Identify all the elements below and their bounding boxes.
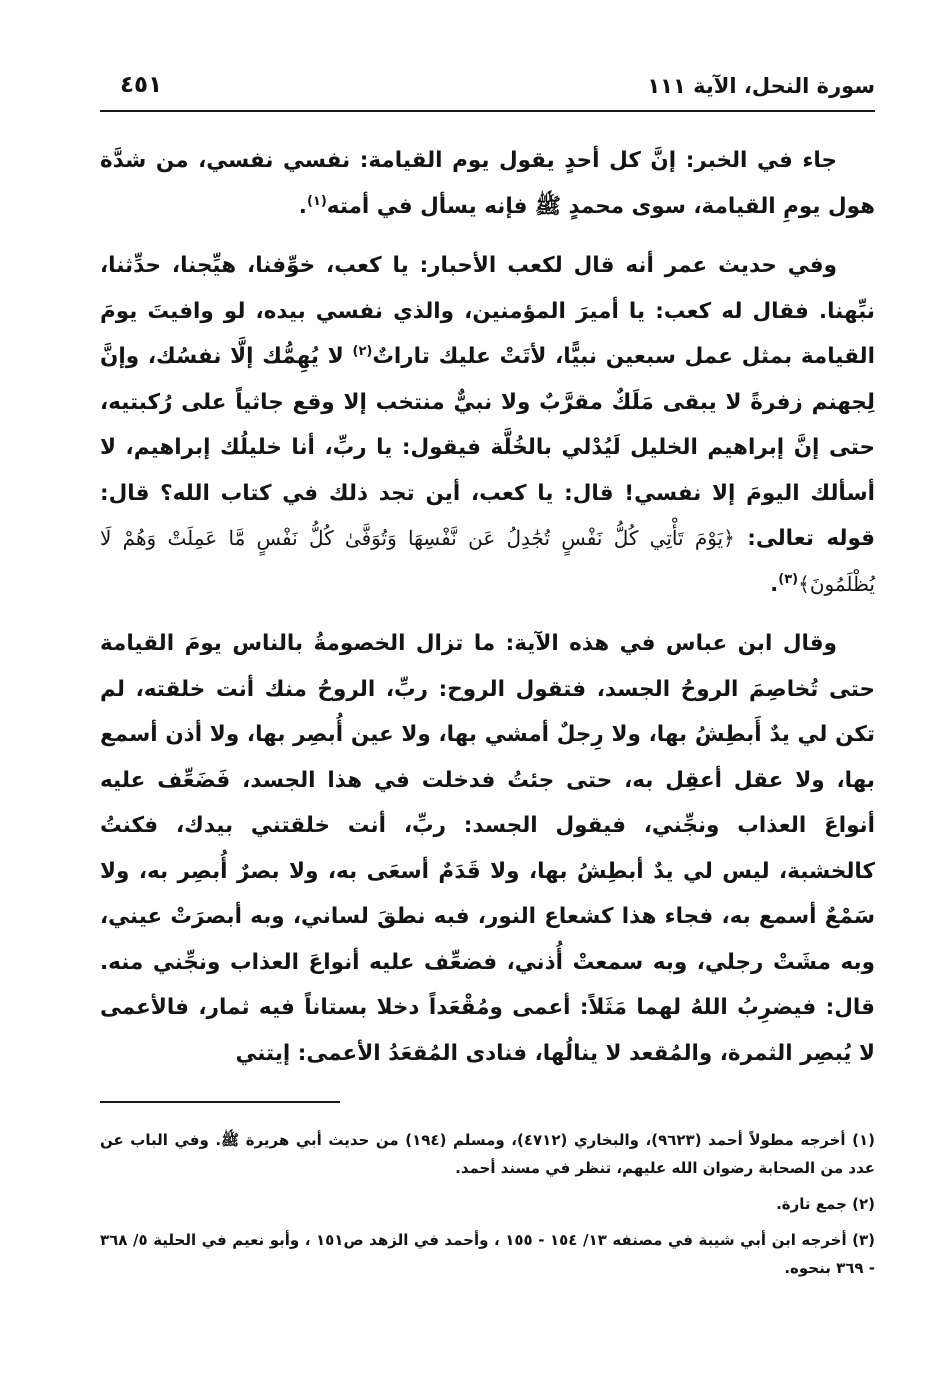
paragraph-2-text-a: وفي حديث عمر أنه قال لكعب الأحبار: يا كعب، خوِّفنا، هيِّجنا، حدِّثنا، نبِّهنا. فقال له كعب: يا أميرَ المؤمنين، والذي نفسي بيده، لو وافيتَ يومَ القيامة بمثل عمل سبعين نبيًّا، لأتَتْ عليك تاراتٌ — [100, 253, 875, 369]
footnote-2: (٢) جمع تارة. — [776, 1195, 875, 1213]
footnote-ref-1: (١) — [306, 193, 327, 209]
footnote-ref-3: (٣) — [778, 571, 799, 587]
page-header — [100, 70, 875, 112]
footnote-ref-2: (٢) — [352, 343, 373, 359]
main-text — [100, 138, 875, 1076]
paragraph-2-end: . — [770, 571, 779, 597]
book-page — [100, 60, 875, 1360]
paragraph-1 — [100, 138, 875, 229]
footnote-3: (٣) أخرجه ابن أبي شيبة في مصنفه ١٣/ ١٥٤ - ١٥٥ ، وأحمد في الزهد ص١٥١ ، وأبو نعيم في الحلية ٥/ ٣٦٨ - ٣٦٩ بنحوه. — [100, 1231, 876, 1277]
paragraph-2 — [100, 243, 875, 607]
running-title: سورة النحل، الآية ١١١ — [647, 74, 875, 98]
page-number: ٤٥١ — [120, 72, 163, 98]
paragraph-1-text: جاء في الخبر: إنَّ كل أحدٍ يقول يوم القيامة: نفسي نفسي، من شدَّة هول يومِ القيامة، سوى محمدٍ ﷺ فإنه يسأل في أمته — [100, 148, 875, 219]
footnote-separator — [100, 1101, 340, 1103]
paragraph-1-end: . — [298, 193, 307, 219]
footnote-1: (١) أخرجه مطولاً أحمد (٩٦٢٣)، والبخاري (٤٧١٢)، ومسلم (١٩٤) من حديث أبي هريرة ﷺ. وفي الباب عن عدد من الصحابة رضوان الله عليهم، تنظر في مسند أحمد. — [100, 1131, 875, 1177]
paragraph-3: وقال ابن عباس في هذه الآية: ما تزال الخصومةُ بالناس يومَ القيامة حتى تُخاصِمَ الروحُ الجسد، فتقول الروح: ربِّ، الروحُ منك أنت خلقته، لم تكن لي يدٌ أَبطِشُ بها، ولا رِجلٌ أمشي بها، ولا عين أُبصِر بها، ولا أذن أسمع بها، ولا عقل أعقِل به، حتى جئتُ فدخلت في هذا الجسد، فَضَعِّف عليه أنواعَ العذاب ونجِّني، فيقول الجسد: ربِّ، أنت خلقتني بيدك، فكنتُ كالخشبة، ليس لي يدٌ أبطِشُ بها، ولا قَدَمٌ أسعَى به، ولا بصرٌ أُبصِر به، ولا سَمْعٌ أسمع به، فجاء هذا كشعاع النور، فبه نطقَ لساني، وبه أبصرَتْ عيني، وبه مشَتْ رجلي، وبه سمعتْ أُذني، فضعِّف عليه أنواعَ العذاب ونجِّني منه. قال: فيضرِبُ اللهُ لهما مَثَلاً: أعمى ومُقْعَداً دخلا بستاناً فيه ثمار، فالأعمى لا يُبصِر الثمرة، والمُقعد لا ينالُها، فنادى المُقعَدُ الأعمى: إيتني — [100, 631, 875, 1066]
quran-verse: ﴿يَوْمَ تَأْتِي كُلُّ نَفْسٍ تُجَٰدِلُ عَن نَّفْسِهَا وَتُوَفَّىٰ كُلُّ نَفْسٍ مَّا عَمِلَتْ وَهُمْ لَا يُظْلَمُونَ﴾ — [100, 526, 875, 596]
footnotes — [100, 1126, 875, 1290]
paragraph-2-text-b: لا يُهِمُّك إلَّا نفسُك، وإنَّ لِجهنم زفرةً لا يبقى مَلَكٌ مقرَّبٌ ولا نبيٌّ منتخب إلا وقع جاثياً على رُكبتيه، حتى إنَّ إبراهيم الخليل لَيُدْلي بالخُلَّة فيقول: يا ربِّ، أنا خليلُك إبراهيم، لا أسألك اليومَ إلا نفسي! قال: يا كعب، أين تجد ذلك في كتاب الله؟ قال: قوله تعالى: — [100, 344, 876, 551]
